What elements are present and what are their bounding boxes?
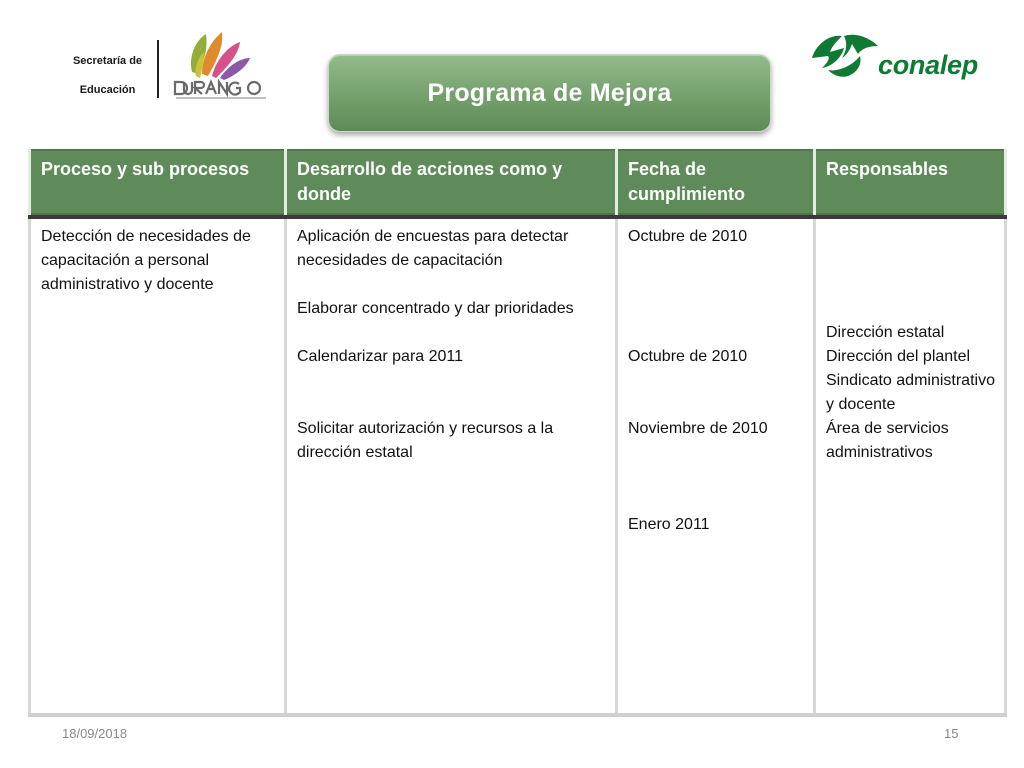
secretaria-line2: Educación	[79, 84, 136, 96]
cell-fechas	[617, 217, 815, 715]
fecha-item: Enero 2011	[628, 516, 710, 533]
proceso-text: Detección de necesidades de capacitación a personal administrativo y docente	[41, 228, 251, 293]
header-divider	[157, 40, 159, 98]
secretaria-line1: Secretaría de	[72, 55, 143, 67]
title-banner	[328, 54, 771, 132]
fecha-item: Noviembre de 2010	[628, 420, 768, 437]
cell-proceso	[30, 217, 286, 715]
conalep-wordmark: conalep	[878, 50, 978, 80]
responsable-item: Dirección estatal	[826, 324, 945, 341]
col-header-fecha: Fecha de cumplimiento	[617, 150, 815, 217]
accion-item: Calendarizar para 2011	[297, 348, 464, 365]
accion-item: Solicitar autorización y recursos a la dirección estatal	[297, 420, 554, 461]
cell-responsables	[815, 217, 1006, 715]
accion-item: Aplicación de encuestas para detectar necesidades de capacitación	[297, 228, 569, 269]
plan-table	[28, 149, 1007, 717]
accion-item: Elaborar concentrado y dar prioridades	[297, 300, 574, 317]
footer-date: 18/09/2018	[62, 726, 128, 741]
responsable-item: Dirección del plantel	[826, 348, 971, 365]
fecha-item: Octubre de 2010	[628, 228, 748, 245]
responsable-item: Sindicato administrativo y docente	[826, 372, 995, 413]
col-header-acciones: Desarrollo de acciones como y donde	[286, 150, 617, 217]
fecha-item: Octubre de 2010	[628, 348, 748, 365]
col-header-proceso: Proceso y sub procesos	[30, 150, 286, 217]
responsable-item: Área de servicios administrativos	[826, 420, 949, 461]
col-header-responsables: Responsables	[815, 150, 1006, 217]
page-title: Programa de Mejora	[427, 78, 672, 107]
durango-logo-icon	[170, 28, 272, 104]
table-row	[30, 217, 1006, 715]
cell-acciones	[286, 217, 617, 715]
plan-table-wrap	[28, 149, 1004, 717]
page-number: 15	[944, 726, 959, 741]
secretaria-label	[60, 56, 155, 96]
table-header-row	[30, 150, 1006, 217]
